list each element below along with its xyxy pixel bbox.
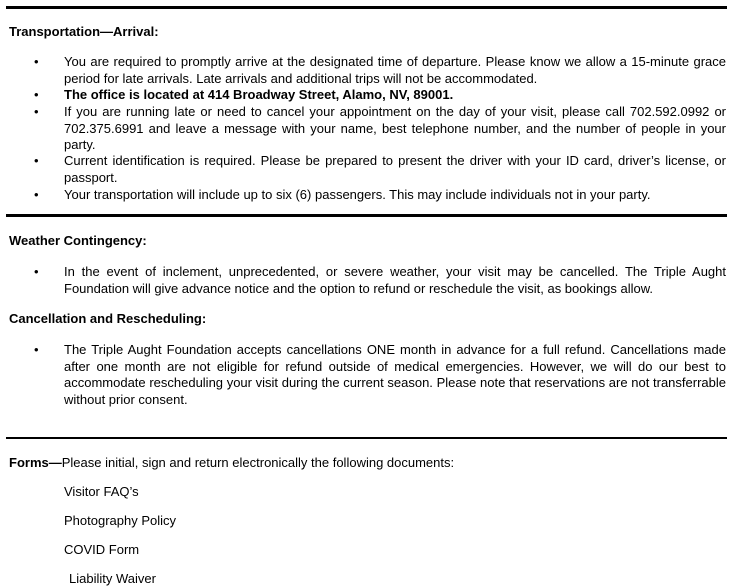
arrival-bullet <box>34 54 726 87</box>
forms-instruction-text: Please initial, sign and return electronically the following documents: <box>61 455 455 470</box>
bullet-icon: • <box>34 104 39 119</box>
top-divider <box>6 6 727 9</box>
document-item-visitor-faq: Visitor FAQ’s <box>64 484 139 499</box>
bullet-text: Current identification is required. Please be prepared to present the driver with your ID card, driver’s license, or passport. <box>64 153 726 185</box>
arrival-bullet-address <box>34 87 726 104</box>
bullet-icon: • <box>34 264 39 279</box>
bullet-text: The Triple Aught Foundation accepts cancellations ONE month in advance for a full refund. Cancellations made after one month are not eligible for refund outside of medical emergencies. However, we will do our best to accommodate rescheduling your visit during the current season. Please note that reservations are not transferrable without prior consent. <box>64 342 726 407</box>
bullet-icon: • <box>34 153 39 168</box>
section-heading-cancellation: Cancellation and Rescheduling: <box>9 311 207 326</box>
bullet-icon: • <box>34 342 39 357</box>
cancellation-bullet <box>34 342 726 408</box>
section-heading-weather: Weather Contingency: <box>9 233 147 248</box>
document-item-photography-policy: Photography Policy <box>64 513 177 528</box>
arrival-bullet <box>34 104 726 154</box>
bullet-text: The office is located at 414 Broadway Street, Alamo, NV, 89001. <box>64 87 454 102</box>
document-item-liability-waiver: Liability Waiver <box>69 571 156 586</box>
bullet-text: In the event of inclement, unprecedented, or severe weather, your visit may be cancelled. The Triple Aught Foundation will give advance notice and the option to refund or reschedule the visit, as bookings allow. <box>64 264 726 296</box>
bullet-text: You are required to promptly arrive at the designated time of departure. Please know we allow a 15-minute grace period for late arrivals. Late arrivals and additional trips will not be accommodated. <box>64 54 726 86</box>
section-divider <box>6 437 727 439</box>
arrival-bullet <box>34 187 726 204</box>
bullet-icon: • <box>34 87 39 102</box>
forms-label: Forms— <box>9 455 62 470</box>
document-item-covid-form: COVID Form <box>64 542 140 557</box>
bullet-icon: • <box>34 54 39 69</box>
arrival-bullet <box>34 153 726 186</box>
bullet-text: Your transportation will include up to six (6) passengers. This may include individuals not in your party. <box>64 187 651 202</box>
forms-instruction <box>9 455 454 470</box>
bullet-text: If you are running late or need to cancel your appointment on the day of your visit, please call 702.592.0992 or 702.375.6991 and leave a message with your name, best telephone number, and the number of people in your party. <box>64 104 726 152</box>
section-heading-arrival: Transportation—Arrival: <box>9 24 159 39</box>
bullet-icon: • <box>34 187 39 202</box>
weather-bullet <box>34 264 726 297</box>
section-divider <box>6 214 727 217</box>
